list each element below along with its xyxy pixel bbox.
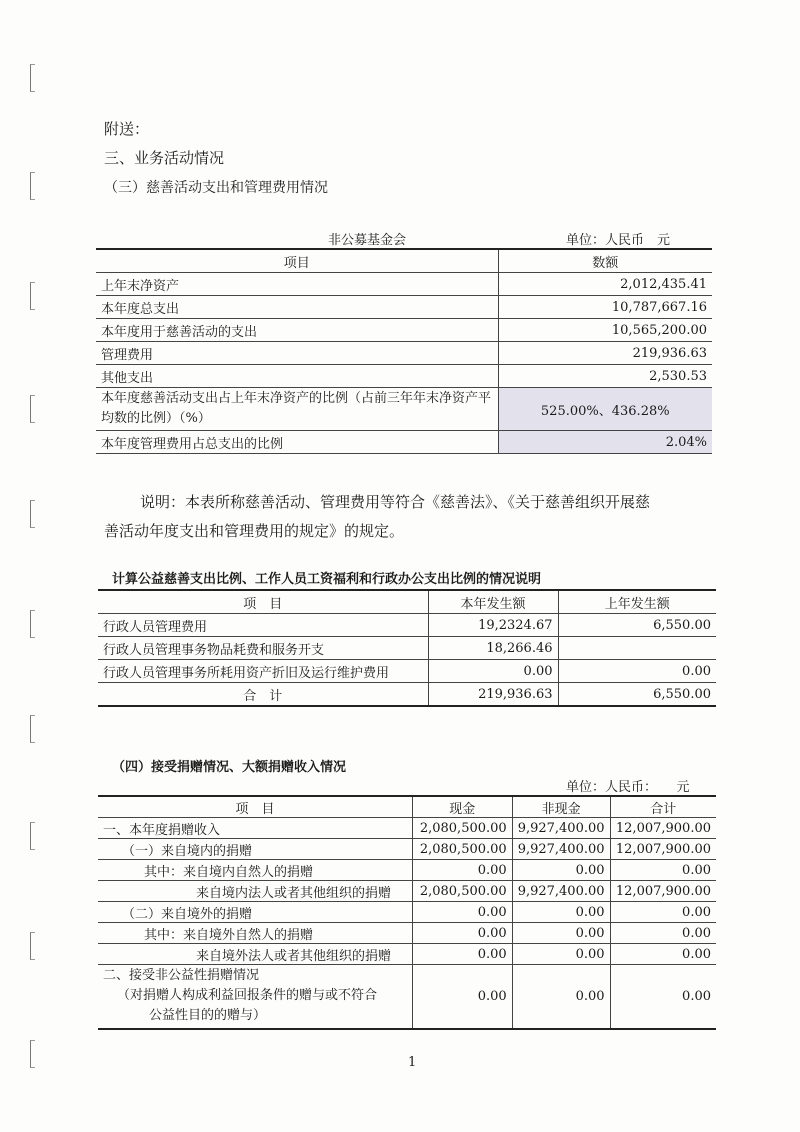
table-row: [96, 388, 712, 431]
row-total: 12,007,900.00: [610, 839, 716, 860]
table-row: [96, 296, 712, 319]
binding-mark: [30, 64, 35, 92]
row-item: 本年度管理费用占总支出的比例: [96, 431, 498, 454]
row-noncash: 0.00: [512, 860, 610, 881]
row-noncash: 9,927,400.00: [512, 881, 610, 902]
row-cash: 2,080,500.00: [412, 881, 512, 902]
row-cash: 0.00: [412, 923, 512, 944]
total-row: [98, 683, 716, 707]
table-row: [98, 818, 716, 839]
table-header-row: [98, 796, 716, 818]
table-row: [96, 319, 712, 342]
binding-mark: [30, 172, 35, 200]
row-item: 一、本年度捐赠收入: [98, 818, 412, 839]
row-item: 行政人员管理事务物品耗费和服务开支: [98, 637, 428, 660]
binding-mark: [30, 932, 35, 960]
row-item: （二）来自境外的捐赠: [98, 902, 412, 923]
section4-heading: （四）接受捐赠情况、大额捐赠收入情况: [112, 760, 347, 775]
table-row: [98, 614, 716, 637]
binding-mark: [30, 500, 35, 528]
expenditure-table: [96, 248, 712, 454]
binding-mark: [30, 395, 35, 423]
table-row: [98, 660, 716, 683]
table-row: [98, 881, 716, 902]
section-heading: 三、业务活动情况: [104, 149, 225, 167]
binding-mark: [30, 282, 35, 310]
row-this-year: 19,2324.67: [428, 614, 558, 637]
row-cash: 0.00: [412, 902, 512, 923]
nonpublic-item: [98, 965, 412, 1030]
row-cash: 0.00: [412, 860, 512, 881]
table-row: [98, 923, 716, 944]
row-item: 本年度用于慈善活动的支出: [96, 319, 498, 342]
row-item: 其中：来自境外自然人的捐赠: [98, 923, 412, 944]
column-header-last-year: 上年发生额: [558, 590, 716, 614]
row-item: 管理费用: [96, 342, 498, 365]
row-item: 本年度总支出: [96, 296, 498, 319]
table-row: [98, 637, 716, 660]
row-noncash: 9,927,400.00: [512, 839, 610, 860]
binding-mark: [30, 1040, 35, 1068]
attached-label: 附送：: [104, 120, 150, 138]
row-last-year: 0.00: [558, 660, 716, 683]
binding-mark: [30, 715, 35, 743]
row-amount: 2,012,435.41: [498, 273, 712, 296]
page-number: 1: [408, 1055, 417, 1070]
column-header-noncash: 非现金: [512, 796, 610, 818]
row-total: 12,007,900.00: [610, 818, 716, 839]
row-total: 0.00: [610, 902, 716, 923]
total-last-year: 6,550.00: [558, 683, 716, 707]
table-row: [98, 860, 716, 881]
section4-unit: 单位：人民币： 元: [566, 780, 690, 795]
row-item: 行政人员管理事务所耗用资产折旧及运行维护费用: [98, 660, 428, 683]
row-total: 0.00: [610, 860, 716, 881]
row-last-year: [558, 637, 716, 660]
row-item: 上年末净资产: [96, 273, 498, 296]
row-item: 行政人员管理费用: [98, 614, 428, 637]
table2-title: 计算公益慈善支出比例、工作人员工资福利和行政办公支出比例的情况说明: [112, 572, 542, 587]
row-item: 其他支出: [96, 365, 498, 388]
row-amount: 10,787,667.16: [498, 296, 712, 319]
column-header-amount: 数额: [498, 249, 712, 273]
row-cash: 2,080,500.00: [412, 818, 512, 839]
row-item: 来自境内法人或者其他组织的捐赠: [98, 881, 412, 902]
row-amount: 2,530.53: [498, 365, 712, 388]
table-row: [98, 944, 716, 965]
row-last-year: 6,550.00: [558, 614, 716, 637]
row-noncash: 0.00: [512, 944, 610, 965]
total-this-year: 219,936.63: [428, 683, 558, 707]
row-total: 0.00: [610, 965, 716, 1030]
admin-expense-table: [98, 589, 716, 707]
table-row: [96, 431, 712, 454]
column-header-cash: 现金: [412, 796, 512, 818]
column-header-item: 项 目: [98, 590, 428, 614]
table-row: [98, 965, 716, 1030]
row-total: 0.00: [610, 944, 716, 965]
row-amount: 2.04%: [498, 431, 712, 454]
row-item: （一）来自境内的捐赠: [98, 839, 412, 860]
org-type: 非公募基金会: [328, 233, 407, 248]
table-row: [96, 365, 712, 388]
row-cash: 2,080,500.00: [412, 839, 512, 860]
row-item: 其中：来自境内自然人的捐赠: [98, 860, 412, 881]
table-row: [96, 273, 712, 296]
row-total: 12,007,900.00: [610, 881, 716, 902]
table-header-row: [96, 249, 712, 273]
row-item: 本年度慈善活动支出占上年末净资产的比例（占前三年年末净资产平均数的比例）（%）: [96, 388, 498, 431]
row-noncash: 0.00: [512, 902, 610, 923]
table-row: [96, 342, 712, 365]
row-amount: 525.00%、436.28%: [498, 388, 712, 431]
subsection-heading: （三）慈善活动支出和管理费用情况: [104, 180, 328, 196]
donation-table: [98, 795, 716, 1030]
row-this-year: 0.00: [428, 660, 558, 683]
table-row: [98, 839, 716, 860]
nonpublic-line-1: 二、接受非公益性捐赠情况: [103, 968, 260, 983]
binding-mark: [30, 610, 35, 638]
row-noncash: 0.00: [512, 923, 610, 944]
binding-mark: [30, 822, 35, 850]
table-header-row: [98, 590, 716, 614]
row-cash: 0.00: [412, 965, 512, 1030]
row-item: 来自境外法人或者其他组织的捐赠: [98, 944, 412, 965]
unit-label: 单位：人民币 元: [566, 233, 671, 248]
note-line-1: 说明：本表所称慈善活动、管理费用等符合《慈善法》、《关于慈善组织开展慈: [140, 493, 651, 511]
row-amount: 10,565,200.00: [498, 319, 712, 342]
column-header-item: 项 目: [98, 796, 412, 818]
row-noncash: 0.00: [512, 965, 610, 1030]
column-header-item: 项目: [96, 249, 498, 273]
row-amount: 219,936.63: [498, 342, 712, 365]
column-header-this-year: 本年发生额: [428, 590, 558, 614]
nonpublic-line-2: （对捐赠人构成利益回报条件的赠与或不符合: [117, 988, 378, 1003]
total-label: 合 计: [98, 683, 428, 707]
row-total: 0.00: [610, 923, 716, 944]
row-cash: 0.00: [412, 944, 512, 965]
row-this-year: 18,266.46: [428, 637, 558, 660]
nonpublic-line-3: 公益性目的的赠与）: [149, 1008, 267, 1023]
note-line-2: 善活动年度支出和管理费用的规定》的规定。: [104, 522, 405, 540]
column-header-total: 合计: [610, 796, 716, 818]
row-noncash: 9,927,400.00: [512, 818, 610, 839]
table-row: [98, 902, 716, 923]
